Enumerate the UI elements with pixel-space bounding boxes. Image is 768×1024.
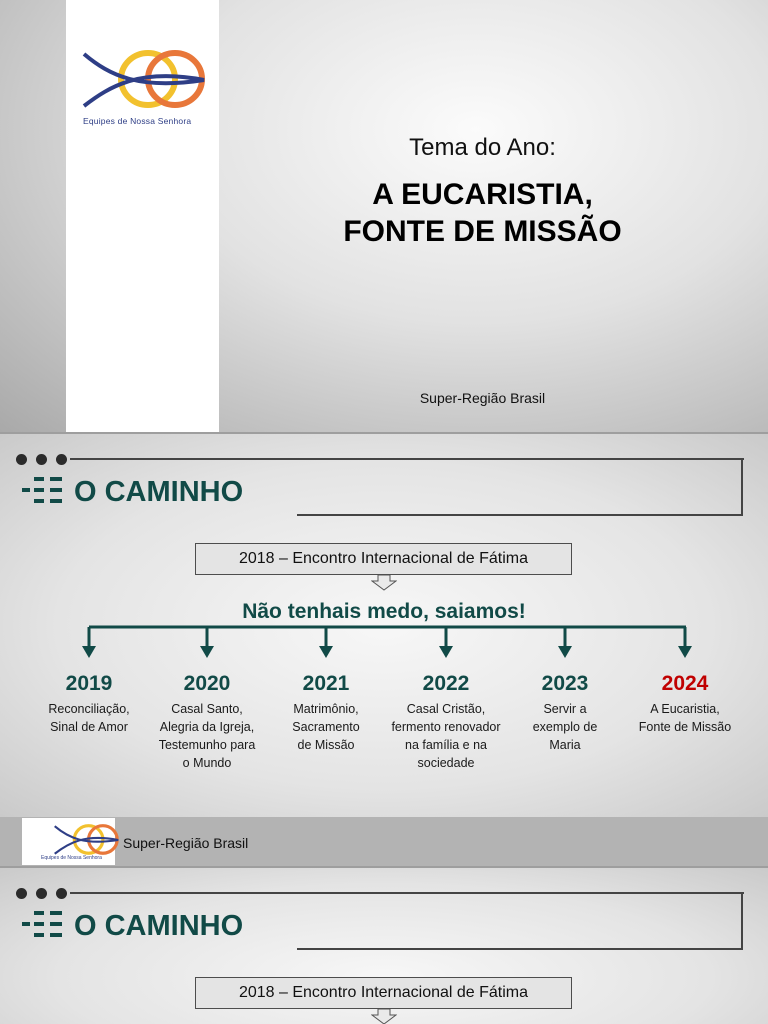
frame-line [741,458,743,516]
frame-line [297,948,743,950]
year-label: 2023 [541,672,589,695]
down-arrow-icon [371,575,397,591]
year-label: 2021 [302,672,350,695]
year-description [625,700,745,736]
timeline-item [505,672,625,754]
logo-caption: Equipes de Nossa Senhora [41,855,102,861]
cover-slide [0,0,768,432]
year-label: 2022 [422,672,470,695]
desc-line: Servir a [543,702,587,716]
footer-region: Super-Região Brasil [123,835,249,851]
frame-line [741,892,743,950]
route-icon [20,909,66,941]
desc-line: exemplo de [532,720,598,734]
timeline-item [625,672,745,736]
desc-line: Casal Santo, [171,702,243,716]
footer-band [0,817,768,866]
theme-label: Tema do Ano: [409,134,556,161]
year-label-highlight: 2024 [661,672,709,695]
year-label: 2020 [183,672,231,695]
timeline-item [147,672,267,772]
ens-logo-icon [50,822,124,858]
logo-caption: Equipes de Nossa Senhora [83,116,192,126]
desc-line: fermento renovador [391,720,501,734]
down-arrow-icon [371,1009,397,1024]
cover-region: Super-Região Brasil [419,390,546,406]
desc-line: na família e na [405,738,487,752]
year-description [266,700,386,754]
year-description [505,700,625,754]
desc-line: Maria [549,738,581,752]
cover-title-line1: A EUCARISTIA, [372,178,593,211]
slide-heading: O CAMINHO [74,476,244,508]
footer-logo-panel [22,818,115,865]
dots-icon [16,888,67,899]
desc-line: Reconciliação, [48,702,130,716]
encounter-box: 2018 – Encontro Internacional de Fátima [195,977,572,1009]
year-description [29,700,149,736]
timeline-connector [80,624,696,660]
desc-line: A Eucaristia, [650,702,720,716]
timeline-item [29,672,149,736]
desc-line: Testemunho para [158,738,256,752]
slide-heading: O CAMINHO [74,910,244,942]
desc-line: Casal Cristão, [406,702,486,716]
cover-title-line2: FONTE DE MISSÃO [343,215,622,248]
frame-line [70,458,744,460]
encounter-box: 2018 – Encontro Internacional de Fátima [195,543,572,575]
timeline-slide-repeat [0,868,768,1024]
frame-line [70,892,744,894]
desc-line: o Mundo [182,756,232,770]
cover-title [310,176,655,250]
desc-line: Sacramento [292,720,360,734]
year-description [147,700,267,772]
motto-text: Não tenhais medo, saiamos! [242,600,526,623]
dots-icon [16,454,67,465]
desc-line: Sinal de Amor [50,720,128,734]
desc-line: Fonte de Missão [638,720,732,734]
year-description [386,700,506,772]
timeline-slide [0,434,768,817]
timeline-item [266,672,386,754]
desc-line: Matrimônio, [293,702,359,716]
desc-line: de Missão [297,738,355,752]
desc-line: sociedade [417,756,475,770]
ens-logo-icon [80,46,210,114]
desc-line: Alegria da Igreja, [159,720,255,734]
route-icon [20,475,66,507]
frame-line [297,514,743,516]
timeline-item [386,672,506,772]
year-label: 2019 [65,672,113,695]
